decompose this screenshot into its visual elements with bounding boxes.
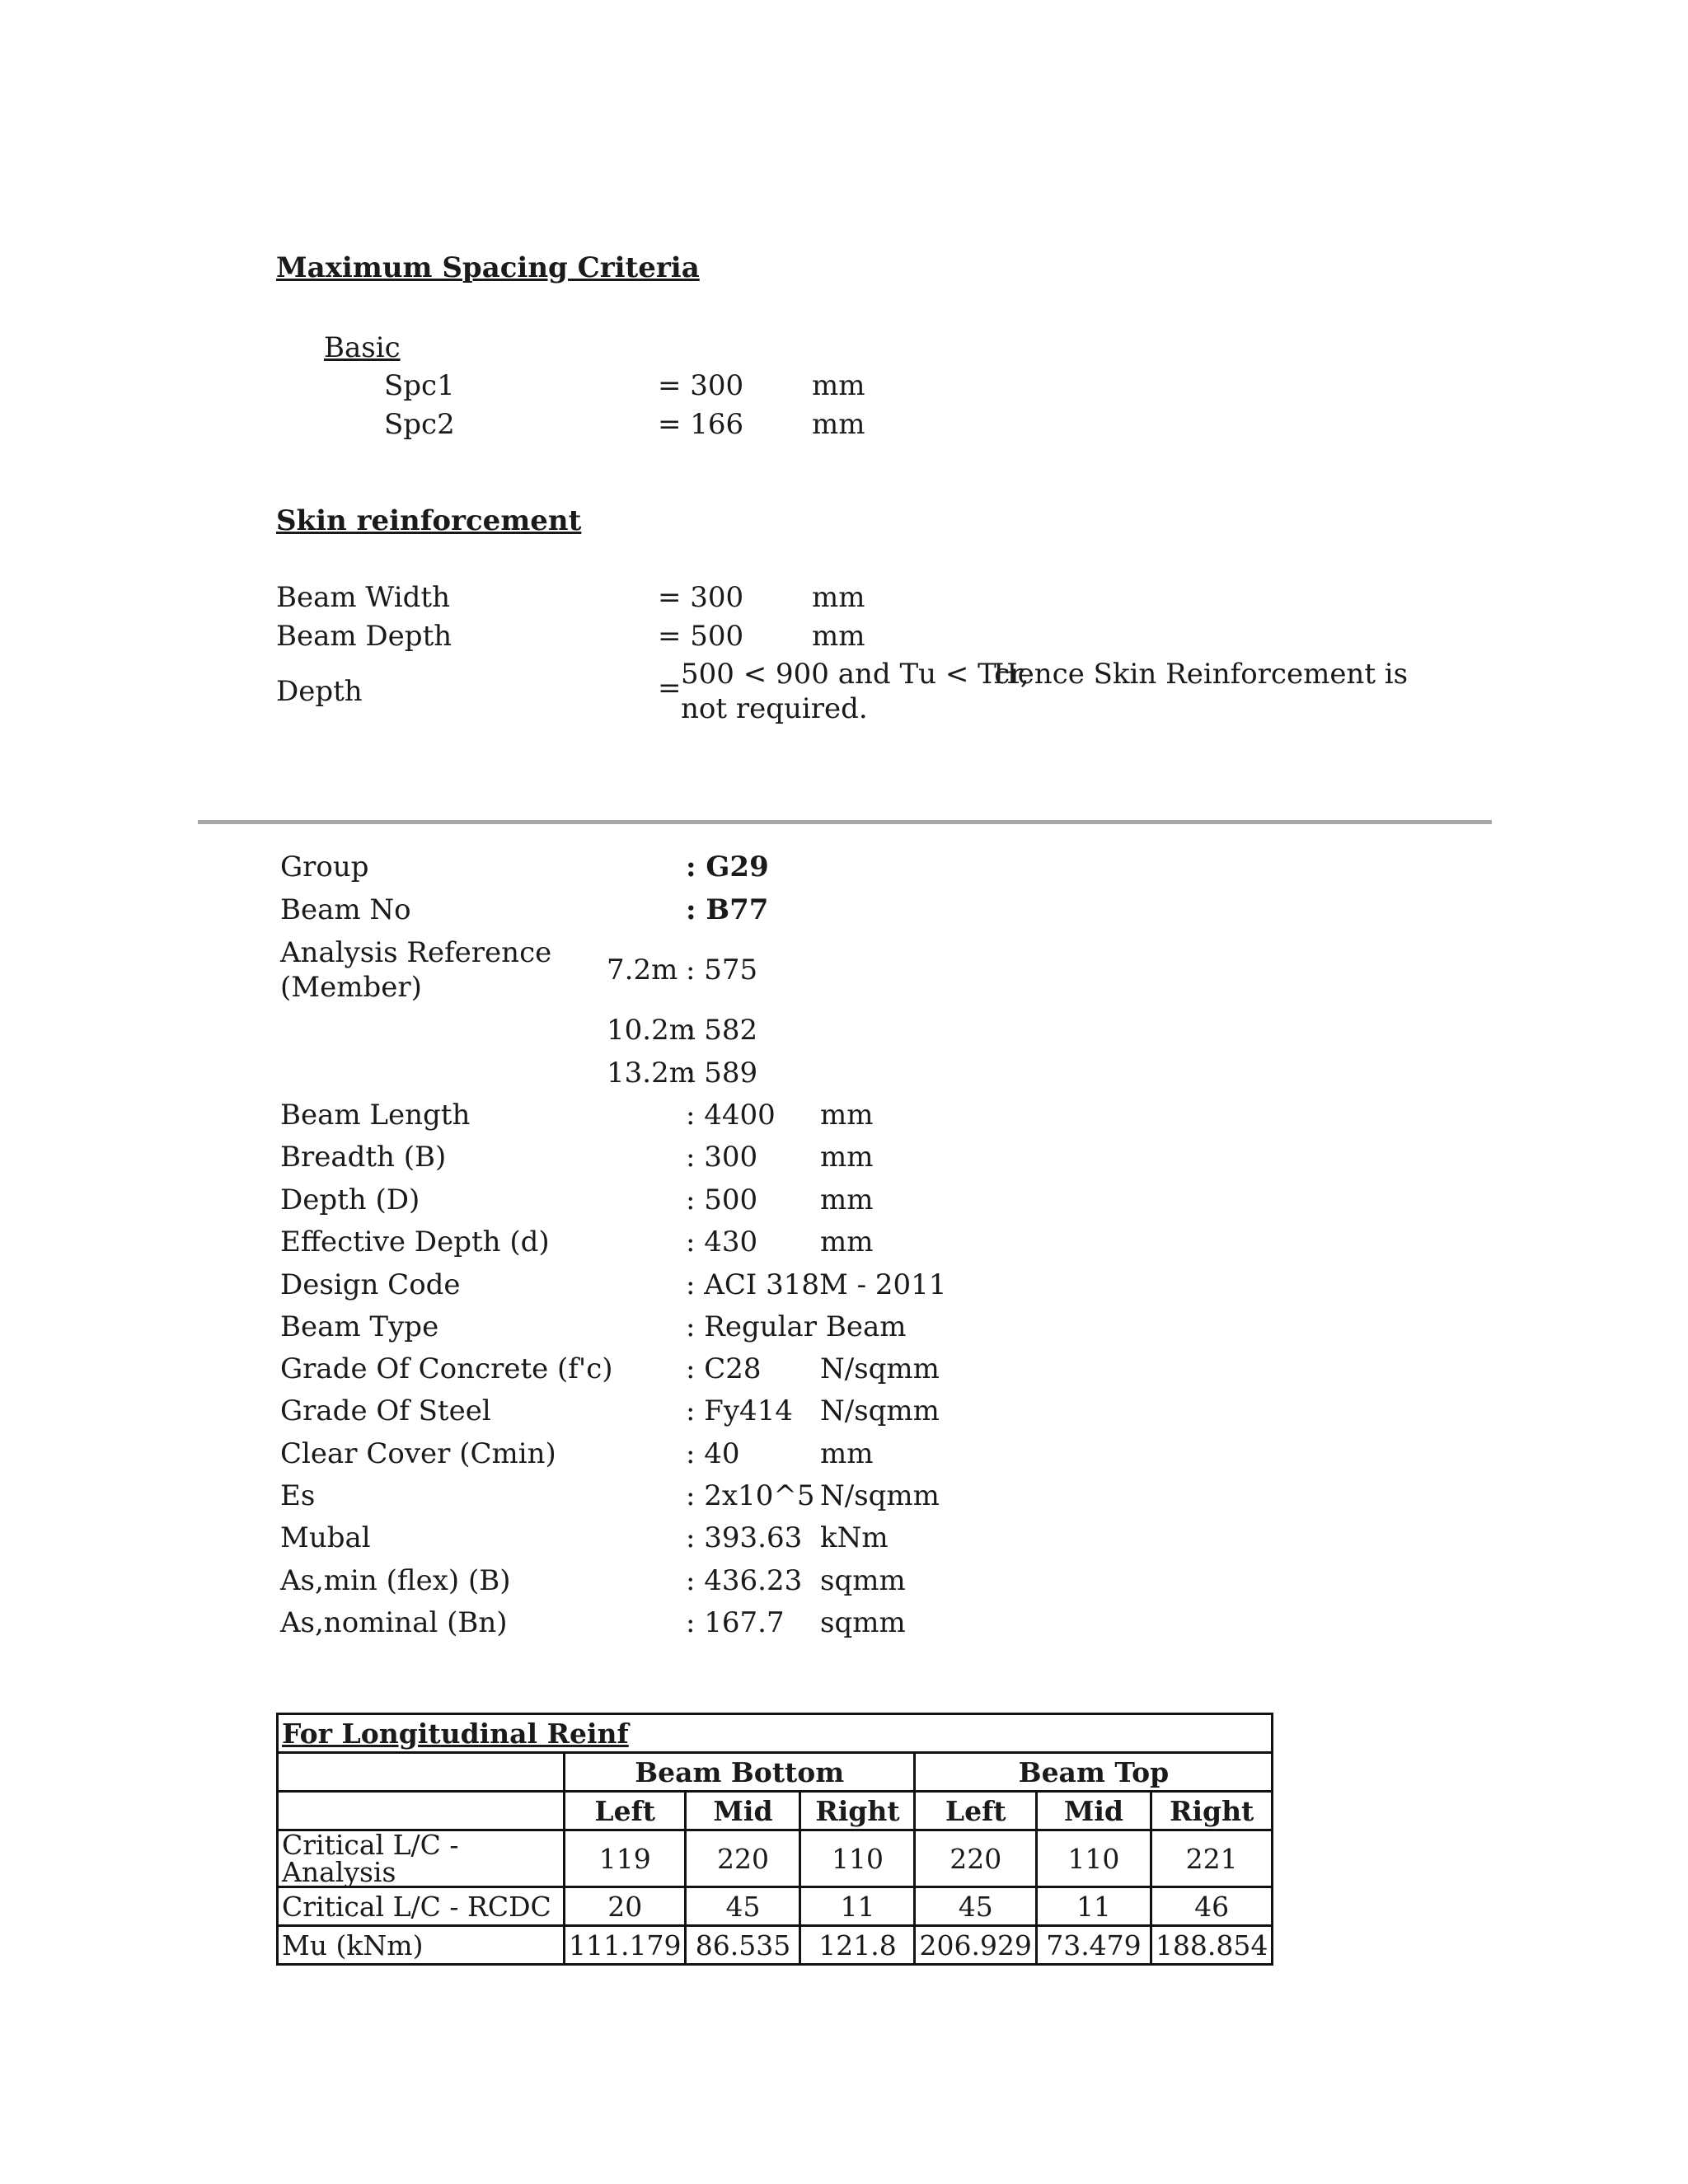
table-row (278, 1887, 1273, 1926)
prop-label: As,min (flex) (B) (280, 1564, 511, 1597)
analysis-ref-label-2: (Member) (280, 971, 422, 1004)
spc1-value: = 300 (658, 369, 744, 402)
table-group-header-row (278, 1753, 1273, 1792)
prop-value: : 4400 (686, 1099, 776, 1132)
prop-label: Grade Of Concrete (f'c) (280, 1352, 613, 1385)
prop-unit: mm (820, 1437, 874, 1470)
prop-value: : C28 (686, 1352, 762, 1385)
row-label: Mu (kNm) (278, 1926, 565, 1965)
beam-depth-value: = 500 (658, 620, 744, 653)
analysis-ref-label: Analysis Reference (280, 936, 552, 969)
prop-label: Mubal (280, 1521, 371, 1554)
beam-width-label: Beam Width (276, 581, 450, 614)
spc2-unit: mm (812, 408, 865, 441)
table-cell: 121.8 (800, 1926, 915, 1965)
prop-unit: N/sqmm (820, 1479, 940, 1512)
skin-title: Skin reinforcement (276, 504, 582, 537)
spc1-unit: mm (812, 369, 865, 402)
beam-width-unit: mm (812, 581, 865, 614)
table-row (278, 1926, 1273, 1965)
depth-label: Depth (276, 675, 363, 708)
prop-unit: mm (820, 1099, 874, 1132)
prop-label: Design Code (280, 1268, 461, 1301)
table-cell: 119 (565, 1830, 686, 1887)
table-cell: 188.854 (1151, 1926, 1272, 1965)
column-header: Left (915, 1792, 1036, 1830)
prop-unit: mm (820, 1141, 874, 1174)
group-value: : G29 (686, 851, 769, 883)
spc2-value: = 166 (658, 408, 744, 441)
analysis-ref-member: : 582 (686, 1014, 758, 1047)
prop-unit: N/sqmm (820, 1352, 940, 1385)
prop-label: Clear Cover (Cmin) (280, 1437, 556, 1470)
beam-width-value: = 300 (658, 581, 744, 614)
depth-conclusion-text: Hence Skin Reinforcement is (993, 658, 1409, 691)
column-header: Left (565, 1792, 686, 1830)
basic-label: Basic (324, 331, 401, 364)
prop-label: Grade Of Steel (280, 1394, 491, 1427)
prop-label: Beam Length (280, 1099, 471, 1132)
table-cell: 20 (565, 1887, 686, 1926)
prop-label: Effective Depth (d) (280, 1226, 550, 1258)
beam-bottom-header: Beam Bottom (565, 1753, 915, 1792)
table-cell: 220 (915, 1830, 1036, 1887)
table-header-blank (278, 1753, 565, 1792)
longitudinal-reinf-table (276, 1713, 1273, 1966)
table-cell: 45 (915, 1887, 1036, 1926)
table-cell: 86.535 (686, 1926, 800, 1965)
table-cell: 73.479 (1036, 1926, 1151, 1965)
prop-unit: mm (820, 1226, 874, 1258)
analysis-ref-pos: 10.2m (607, 1014, 696, 1047)
prop-unit: sqmm (820, 1606, 906, 1639)
analysis-ref-pos: 13.2m (607, 1057, 696, 1090)
analysis-ref-member: : 589 (686, 1057, 758, 1090)
prop-unit: N/sqmm (820, 1394, 940, 1427)
table-cell: 110 (800, 1830, 915, 1887)
prop-label: Beam Type (280, 1310, 439, 1343)
prop-value: : 500 (686, 1183, 758, 1216)
table-cell: 11 (1036, 1887, 1151, 1926)
spc1-label: Spc1 (384, 369, 455, 402)
column-header: Mid (1036, 1792, 1151, 1830)
prop-value: : 430 (686, 1226, 758, 1258)
beam-no-label: Beam No (280, 893, 411, 926)
prop-label: Es (280, 1479, 316, 1512)
prop-value: : 167.7 (686, 1606, 785, 1639)
section-divider (198, 820, 1492, 824)
row-label: Critical L/C - RCDC (278, 1887, 565, 1926)
table-title: For Longitudinal Reinf (278, 1714, 1273, 1753)
beam-no-value: : B77 (686, 893, 769, 926)
column-header: Right (1151, 1792, 1272, 1830)
beam-top-header: Beam Top (915, 1753, 1273, 1792)
table-cell: 206.929 (915, 1926, 1036, 1965)
spc2-label: Spc2 (384, 408, 455, 441)
table-cell: 45 (686, 1887, 800, 1926)
depth-conclusion-text-2: not required. (681, 692, 868, 725)
table-subheader-row (278, 1792, 1273, 1830)
prop-label: Breadth (B) (280, 1141, 447, 1174)
prop-value: : 2x10^5 (686, 1479, 815, 1512)
table-cell: 11 (800, 1887, 915, 1926)
depth-check-text: 500 < 900 and Tu < Tcr, (681, 658, 1029, 691)
prop-label: As,nominal (Bn) (280, 1606, 508, 1639)
table-cell: 110 (1036, 1830, 1151, 1887)
column-header: Mid (686, 1792, 800, 1830)
prop-value: : 300 (686, 1141, 758, 1174)
table-cell: 221 (1151, 1830, 1272, 1887)
table-cell: 46 (1151, 1887, 1272, 1926)
table-title-row (278, 1714, 1273, 1753)
table-cell: 220 (686, 1830, 800, 1887)
prop-label: Depth (D) (280, 1183, 420, 1216)
prop-value: : Fy414 (686, 1394, 793, 1427)
prop-unit: mm (820, 1183, 874, 1216)
prop-value: : Regular Beam (686, 1310, 907, 1343)
group-label: Group (280, 851, 369, 883)
column-header: Right (800, 1792, 915, 1830)
table-row (278, 1830, 1273, 1887)
prop-unit: kNm (820, 1521, 889, 1554)
row-label: Critical L/C - Analysis (278, 1830, 565, 1887)
table-cell: 111.179 (565, 1926, 686, 1965)
beam-depth-unit: mm (812, 620, 865, 653)
prop-value: : 40 (686, 1437, 740, 1470)
prop-value: : 393.63 (686, 1521, 803, 1554)
depth-equals: = (658, 672, 682, 705)
table-header-blank (278, 1792, 565, 1830)
beam-depth-label: Beam Depth (276, 620, 452, 653)
max-spacing-title: Maximum Spacing Criteria (276, 251, 700, 284)
prop-unit: sqmm (820, 1564, 906, 1597)
analysis-ref-pos: 7.2m (607, 954, 678, 987)
prop-value: : ACI 318M - 2011 (686, 1268, 947, 1301)
analysis-ref-member: : 575 (686, 954, 758, 987)
prop-value: : 436.23 (686, 1564, 803, 1597)
